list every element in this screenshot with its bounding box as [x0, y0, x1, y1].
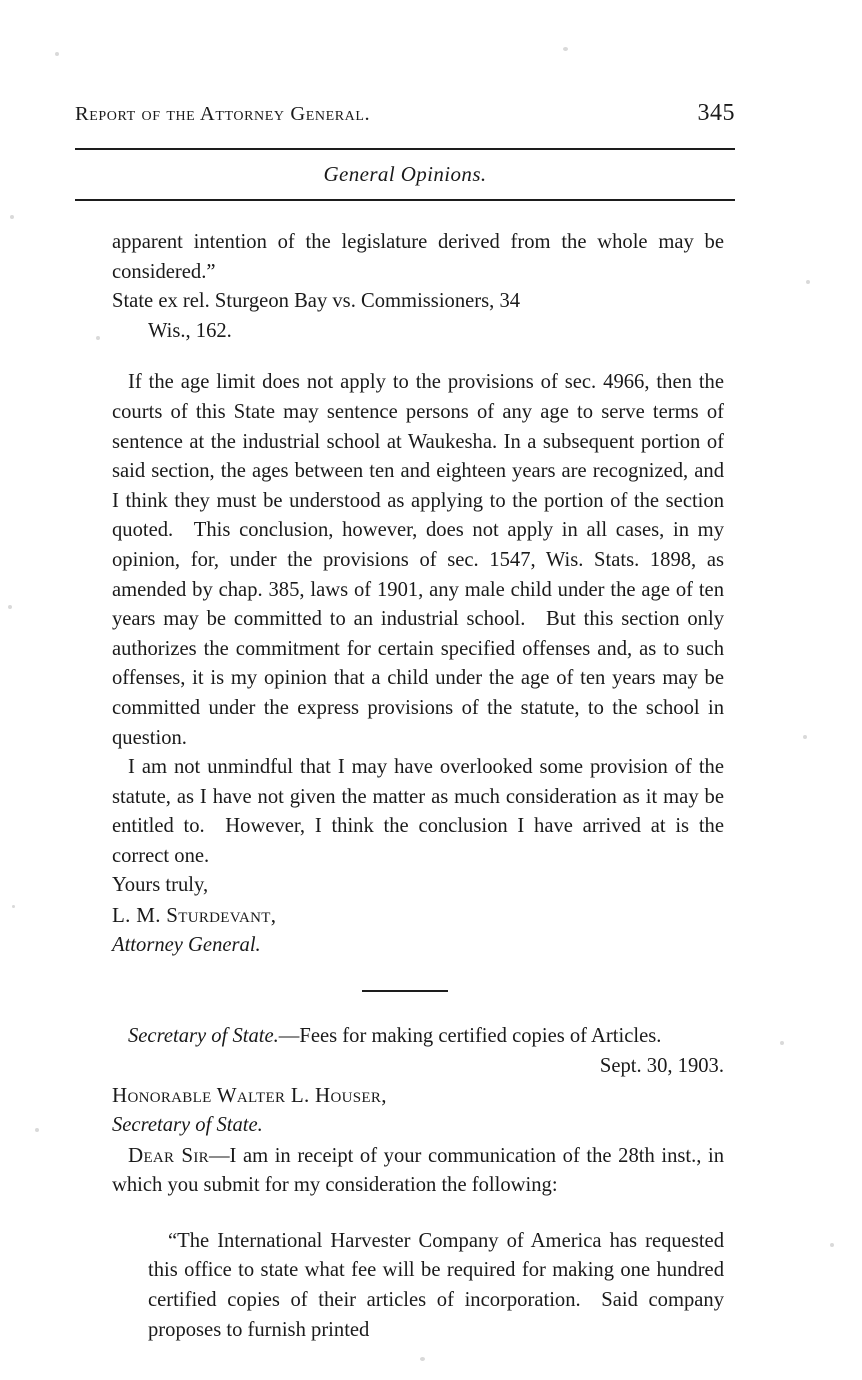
scan-speck [806, 280, 810, 284]
blockquote-text: “The International Harvester Company of America has requested this office to state what fee will be required for making one hundred certified copies of their articles of incorporation. Said company proposes to furnish printed [148, 1229, 724, 1341]
salutation-rest: —I am in receipt of your communication of the 28th inst., in which you submit for my consideration the following: [112, 1144, 724, 1197]
header-rule-bottom [75, 199, 735, 201]
citation-line-1: State ex rel. Sturgeon Bay vs. Commissioners, 34 [112, 290, 521, 313]
scan-speck [96, 336, 100, 340]
scan-speck [10, 215, 14, 219]
opinion-topic [112, 1022, 724, 1052]
paragraph-2: I am not unmindful that I may have overlooked some provision of the statute, as I have not given the matter as much consideration as it may be entitled to. However, I think the conclusion I have arrived at is the correct one. [112, 756, 724, 867]
signature-block [112, 871, 724, 960]
opinion-topic-text: —Fees for making certified copies of Articles. [278, 1025, 662, 1048]
signature-title: Attorney General. [112, 933, 261, 956]
opinion-blockquote [148, 1227, 724, 1345]
citation-line-2: Wis., 162. [148, 319, 232, 342]
closing-line: Yours truly, [112, 874, 209, 897]
paragraph-1: If the age limit does not apply to the provisions of sec. 4966, then the courts of this State may sentence persons of any age to serve terms of sentence at the industrial school at Waukesha. In a subsequent portion of said section, the ages between ten and eighteen years are recognized, and I think they must be understood as applying to the portion of the section quoted. This conclusion, however, does not apply in all cases, in my opinion, for, under the provisions of sec. 1547, Wis. Stats. 1898, as amended by chap. 385, laws of 1901, any male child under the age of ten years may be committed to an industrial school. But this section only authorizes the commitment for certain specified offenses and, as to such offenses, it is my opinion that a child under the age of ten years may be committed under the express provisions of the statute, to the school in question. [112, 371, 724, 749]
scan-speck [35, 1128, 39, 1132]
opinion-salutation [112, 1141, 724, 1201]
scan-speck [780, 1041, 784, 1045]
opinion-topic-name: Secretary of State. [128, 1025, 279, 1048]
scan-speck [8, 605, 12, 609]
page-body [112, 228, 724, 1345]
section-divider [362, 990, 448, 992]
scan-speck [12, 905, 15, 908]
page-number: 345 [697, 100, 735, 126]
scan-speck [803, 735, 807, 739]
citation [112, 287, 724, 346]
spacer [112, 346, 724, 368]
salutation-caps: Dear Sir [128, 1142, 209, 1167]
opinion-addressee-title: Secretary of State. [112, 1114, 263, 1137]
opinion-addressee: Honorable Walter L. Houser, [112, 1083, 387, 1108]
opinion-date: Sept. 30, 1903. [599, 1054, 724, 1077]
scan-speck [420, 1357, 425, 1361]
scan-speck [563, 47, 568, 51]
running-head [75, 100, 735, 127]
scan-speck [55, 52, 59, 56]
header-rule-top [75, 148, 735, 150]
scan-speck [830, 1243, 834, 1247]
signature-name: L. M. Sturdevant, [112, 903, 277, 928]
continued-quote: apparent intention of the legislature derived from the whole may be considered.” [112, 231, 724, 283]
running-head-title: Report of the Attorney General. [75, 103, 371, 125]
section-title: General Opinions. [323, 162, 487, 186]
